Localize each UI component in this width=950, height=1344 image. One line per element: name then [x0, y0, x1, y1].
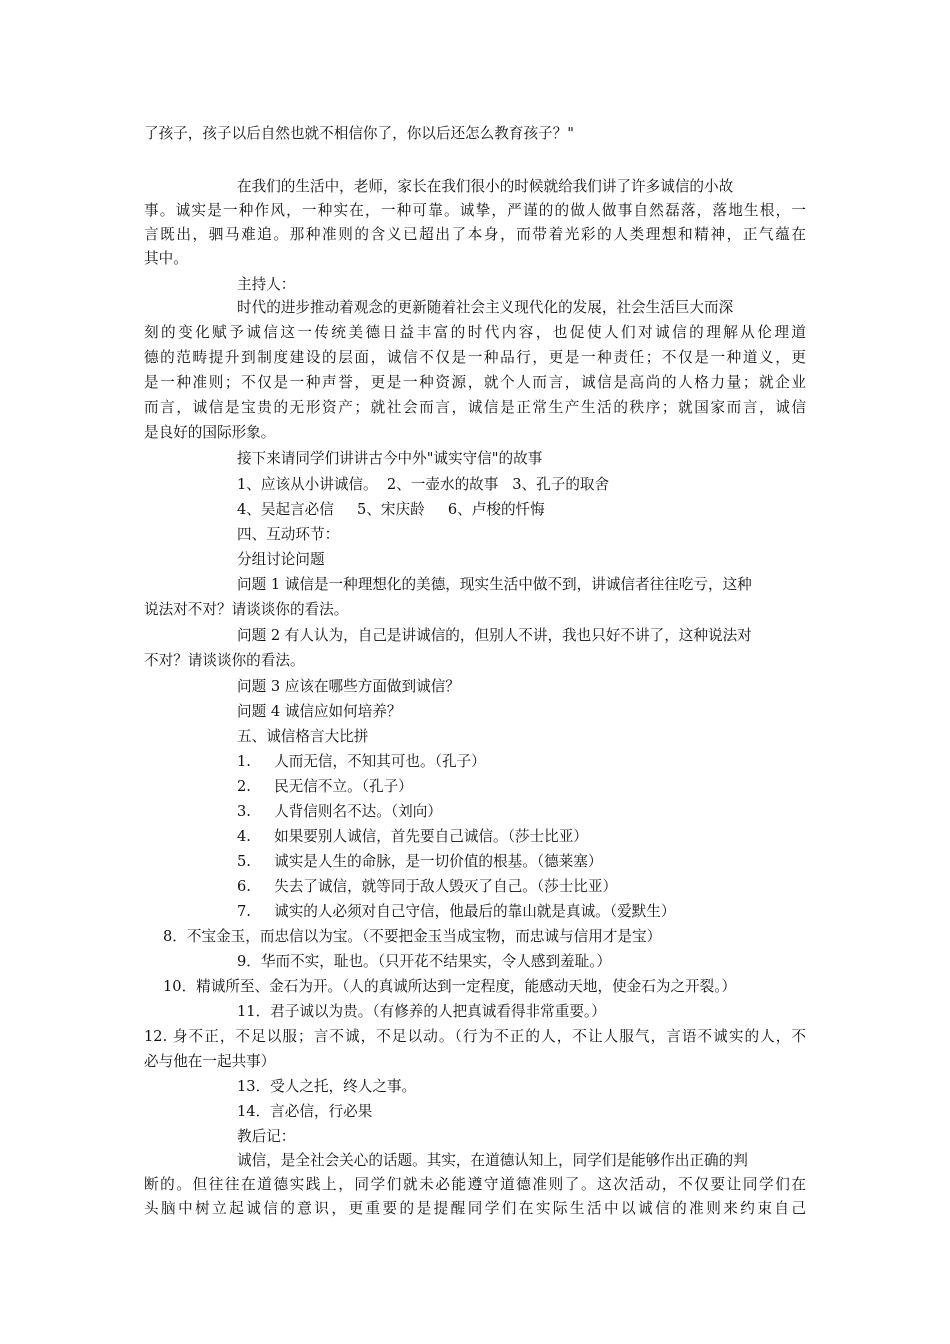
subheading: 分组讨论问题 [237, 551, 325, 568]
question-line: 问题 1 诚信是一种理想化的美德，现实生活中做不到，讲诚信者往往吃亏，这种 [237, 576, 752, 593]
quote-item: 1. 人而无信，不知其可也。（孔子） [237, 753, 486, 770]
quote-item: 3. 人背信则名不达。（刘向） [237, 803, 442, 820]
question-line: 问题 3 应该在哪些方面做到诚信？ [237, 678, 460, 695]
afterword-label: 教后记： [237, 1128, 296, 1145]
text-line: 了孩子，孩子以后自然也就不相信你了，你以后还怎么教育孩子？" [144, 125, 574, 142]
text-line: 头脑中树立起诚信的意识，更重要的是提醒同学们在实际生活中以诚信的准则来约束自己 [144, 1200, 806, 1217]
stories-intro: 接下来请同学们讲讲古今中外"诚实守信"的故事 [237, 450, 543, 467]
host-label: 主持人： [237, 276, 296, 293]
stories-row: 4、吴起言必信 5、宋庆龄 6、卢梭的忏悔 [237, 501, 545, 518]
text-line: 断的。但往往在道德实践上，同学们就未必能遵守道德准则了。这次活动，不仅要让同学们在 [144, 1176, 806, 1193]
text-line: 德的范畴提升到制度建设的层面，诚信不仅是一种品行，更是一种责任；不仅是一种道义，更 [144, 349, 806, 366]
text-line: 事。诚实是一种作风，一种实在，一种可靠。诚挚，严谨的的做人做事自然磊落，落地生根，一 [144, 202, 806, 219]
text-line: 时代的进步推动着观念的更新随着社会主义现代化的发展，社会生活巨大而深 [237, 299, 734, 316]
text-line: 其中。 [144, 250, 188, 267]
text-line: 是一种准则；不仅是一种声誉，更是一种资源，就个人而言，诚信是高尚的人格力量；就企业 [144, 374, 806, 391]
text-line: 刻的变化赋予诚信这一传统美德日益丰富的时代内容，也促使人们对诚信的理解从伦理道 [144, 324, 806, 341]
text-line: 而言，诚信是宝贵的无形资产；就社会而言，诚信是正常生产生活的秩序；就国家而言，诚信 [144, 399, 806, 416]
section-heading: 五、诚信格言大比拼 [237, 728, 369, 745]
quote-item: 2. 民无信不立。（孔子） [237, 778, 413, 795]
quote-item: 6. 失去了诚信，就等同于敌人毁灭了自己。（莎士比亚） [237, 878, 618, 895]
text-line: 诚信，是全社会关心的话题。其实，在道德认知上，同学们是能够作出正确的判 [237, 1152, 748, 1169]
section-heading: 四、互动环节： [237, 526, 340, 543]
quote-item: 12. 身不正，不足以服；言不诚，不足以动。（行为不正的人，不让人服气，言语不诚实的人，不 [144, 1028, 806, 1045]
quote-item: 14．言必信，行必果 [237, 1103, 373, 1120]
quote-item: 8．不宝金玉，而忠信以为宝。（不要把金玉当成宝物，而忠诚与信用才是宝） [163, 928, 662, 945]
quote-item: 10．精诚所至、金石为开。（人的真诚所达到一定程度，能感动天地，使金石为之开裂。） [163, 978, 737, 995]
quote-item: 4. 如果要别人诚信，首先要自己诚信。（莎士比亚） [237, 828, 588, 845]
quote-item: 5. 诚实是人生的命脉，是一切价值的根基。（德莱塞） [237, 853, 603, 870]
question-line: 不对？请谈谈你的看法。 [144, 652, 305, 669]
quote-item: 9．华而不实，耻也。（只开花不结果实，令人感到羞耻。） [237, 953, 612, 970]
text-line: 言既出，驷马难追。那种准则的含义已超出了本身，而带着光彩的人类理想和精神，正气蕴在 [144, 226, 806, 243]
question-line: 问题 4 诚信应如何培养？ [237, 703, 402, 720]
question-line: 说法对不对？请谈谈你的看法。 [144, 601, 349, 618]
text-line: 是良好的国际形象。 [144, 424, 276, 441]
quote-item: 7. 诚实的人必须对自己守信，他最后的靠山就是真诚。（爱默生） [237, 903, 676, 920]
question-line: 问题 2 有人认为，自己是讲诚信的，但别人不讲，我也只好不讲了，这种说法对 [237, 627, 752, 644]
text-line: 在我们的生活中，老师，家长在我们很小的时候就给我们讲了许多诚信的小故 [237, 178, 734, 195]
stories-row: 1、应该从小讲诚信。 2、一壶水的故事 3、孔子的取舍 [237, 476, 610, 493]
quote-item: 必与他在一起共事） [144, 1053, 276, 1070]
quote-item: 13．受人之托，终人之事。 [237, 1078, 417, 1095]
quote-item: 11．君子诚以为贵。（有修养的人把真诚看得非常重要。） [237, 1003, 606, 1020]
